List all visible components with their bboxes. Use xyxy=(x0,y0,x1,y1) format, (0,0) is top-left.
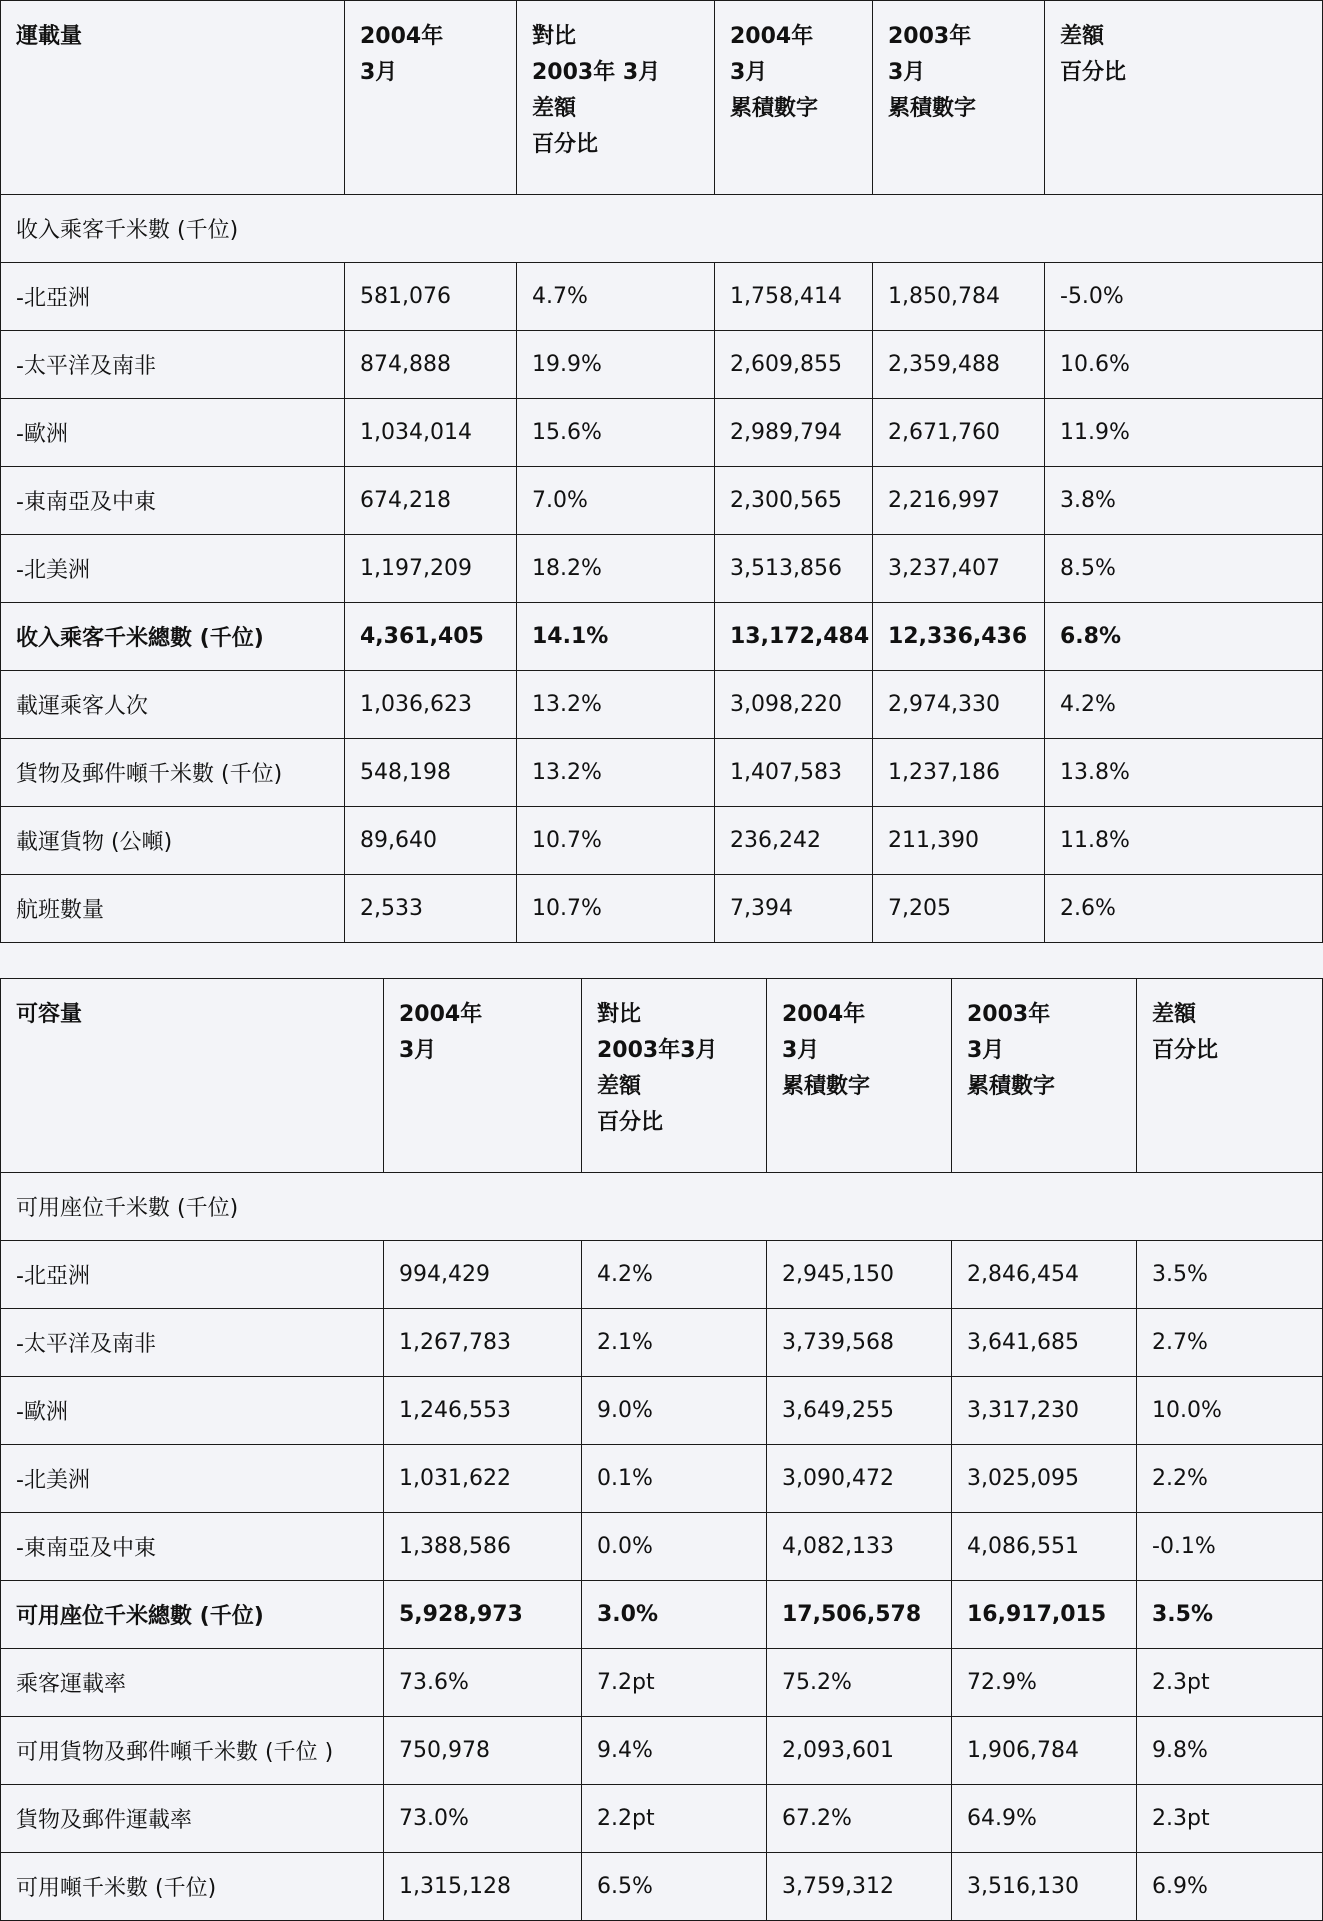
row-label: -北亞洲 xyxy=(1,263,345,331)
cell-value: 1,850,784 xyxy=(873,263,1045,331)
header-col4: 2003年 3月 累積數字 xyxy=(952,979,1137,1173)
cell-value: 211,390 xyxy=(873,807,1045,875)
header-col2: 對比 2003年 3月 差額 百分比 xyxy=(517,1,715,195)
cell-value: 1,388,586 xyxy=(384,1513,582,1581)
table-row xyxy=(1,467,1323,535)
traffic-header-row xyxy=(1,1,1323,195)
cell-value: 73.0% xyxy=(384,1785,582,1853)
table-row xyxy=(1,1785,1323,1853)
cell-value: 1,031,622 xyxy=(384,1445,582,1513)
cell-value: 6.8% xyxy=(1045,603,1323,671)
cell-value: 0.0% xyxy=(582,1513,767,1581)
cell-value: 2.2pt xyxy=(582,1785,767,1853)
table-row xyxy=(1,1649,1323,1717)
row-label: 貨物及郵件噸千米數 (千位) xyxy=(1,739,345,807)
cell-value: 1,267,783 xyxy=(384,1309,582,1377)
cell-value: 1,197,209 xyxy=(345,535,517,603)
cell-value: 19.9% xyxy=(517,331,715,399)
table-row xyxy=(1,331,1323,399)
cell-value: 4.2% xyxy=(1045,671,1323,739)
header-label: 可容量 xyxy=(1,979,384,1173)
cell-value: 1,246,553 xyxy=(384,1377,582,1445)
header-col1: 2004年 3月 xyxy=(345,1,517,195)
cell-value: 3.5% xyxy=(1137,1581,1323,1649)
cell-value: 7,205 xyxy=(873,875,1045,943)
table-row xyxy=(1,807,1323,875)
table-row xyxy=(1,1717,1323,1785)
table-row xyxy=(1,1853,1323,1921)
cell-value: 10.0% xyxy=(1137,1377,1323,1445)
cell-value: 75.2% xyxy=(767,1649,952,1717)
cell-value: 7,394 xyxy=(715,875,873,943)
cell-value: 3,098,220 xyxy=(715,671,873,739)
cell-value: 3,516,130 xyxy=(952,1853,1137,1921)
cell-value: 4.7% xyxy=(517,263,715,331)
row-label: -太平洋及南非 xyxy=(1,331,345,399)
cell-value: 2,300,565 xyxy=(715,467,873,535)
cell-value: 3.0% xyxy=(582,1581,767,1649)
cell-value: 9.4% xyxy=(582,1717,767,1785)
table-row xyxy=(1,399,1323,467)
cell-value: 4,361,405 xyxy=(345,603,517,671)
cell-value: 3,090,472 xyxy=(767,1445,952,1513)
row-label: 可用貨物及郵件噸千米數 (千位 ) xyxy=(1,1717,384,1785)
cell-value: 2,216,997 xyxy=(873,467,1045,535)
row-label: 可用噸千米數 (千位) xyxy=(1,1853,384,1921)
row-label: 載運乘客人次 xyxy=(1,671,345,739)
cell-value: 3.8% xyxy=(1045,467,1323,535)
cell-value: 994,429 xyxy=(384,1241,582,1309)
cell-value: 1,407,583 xyxy=(715,739,873,807)
row-label: -北美洲 xyxy=(1,1445,384,1513)
cell-value: 9.8% xyxy=(1137,1717,1323,1785)
traffic-table xyxy=(0,0,1323,943)
cell-value: 2,846,454 xyxy=(952,1241,1137,1309)
cell-value: 0.1% xyxy=(582,1445,767,1513)
cell-value: 7.0% xyxy=(517,467,715,535)
cell-value: 2,093,601 xyxy=(767,1717,952,1785)
header-col1: 2004年 3月 xyxy=(384,979,582,1173)
cell-value: 2,989,794 xyxy=(715,399,873,467)
cell-value: 674,218 xyxy=(345,467,517,535)
row-label: -東南亞及中東 xyxy=(1,467,345,535)
section-label: 收入乘客千米數 (千位) xyxy=(1,195,1323,263)
cell-value: 10.7% xyxy=(517,875,715,943)
row-label: 貨物及郵件運載率 xyxy=(1,1785,384,1853)
row-label: -北亞洲 xyxy=(1,1241,384,1309)
row-label: -東南亞及中東 xyxy=(1,1513,384,1581)
table-row xyxy=(1,875,1323,943)
capacity-header-row xyxy=(1,979,1323,1173)
cell-value: 1,237,186 xyxy=(873,739,1045,807)
cell-value: 13.8% xyxy=(1045,739,1323,807)
table-row xyxy=(1,1309,1323,1377)
section-label: 可用座位千米數 (千位) xyxy=(1,1173,1323,1241)
cell-value: 13.2% xyxy=(517,671,715,739)
cell-value: 64.9% xyxy=(952,1785,1137,1853)
table-row xyxy=(1,1241,1323,1309)
cell-value: 3.5% xyxy=(1137,1241,1323,1309)
row-label: 收入乘客千米總數 (千位) xyxy=(1,603,345,671)
cell-value: 4,086,551 xyxy=(952,1513,1137,1581)
header-col4: 2003年 3月 累積數字 xyxy=(873,1,1045,195)
cell-value: 17,506,578 xyxy=(767,1581,952,1649)
section-row xyxy=(1,1173,1323,1241)
cell-value: 750,978 xyxy=(384,1717,582,1785)
cell-value: 7.2pt xyxy=(582,1649,767,1717)
cell-value: 6.5% xyxy=(582,1853,767,1921)
cell-value: 2.2% xyxy=(1137,1445,1323,1513)
cell-value: 3,759,312 xyxy=(767,1853,952,1921)
header-col2: 對比 2003年3月 差額 百分比 xyxy=(582,979,767,1173)
cell-value: 67.2% xyxy=(767,1785,952,1853)
cell-value: 10.7% xyxy=(517,807,715,875)
table-row xyxy=(1,1581,1323,1649)
cell-value: 8.5% xyxy=(1045,535,1323,603)
cell-value: 236,242 xyxy=(715,807,873,875)
cell-value: 2,609,855 xyxy=(715,331,873,399)
cell-value: 2.3pt xyxy=(1137,1785,1323,1853)
capacity-table xyxy=(0,978,1323,1921)
table-row xyxy=(1,1377,1323,1445)
cell-value: 1,315,128 xyxy=(384,1853,582,1921)
cell-value: 2.3pt xyxy=(1137,1649,1323,1717)
header-col3: 2004年 3月 累積數字 xyxy=(715,1,873,195)
cell-value: 2.7% xyxy=(1137,1309,1323,1377)
cell-value: 9.0% xyxy=(582,1377,767,1445)
cell-value: 6.9% xyxy=(1137,1853,1323,1921)
cell-value: 3,025,095 xyxy=(952,1445,1137,1513)
cell-value: 89,640 xyxy=(345,807,517,875)
cell-value: 10.6% xyxy=(1045,331,1323,399)
cell-value: 3,641,685 xyxy=(952,1309,1137,1377)
row-label: 載運貨物 (公噸) xyxy=(1,807,345,875)
header-label: 運載量 xyxy=(1,1,345,195)
row-label: -歐洲 xyxy=(1,399,345,467)
table-row xyxy=(1,1513,1323,1581)
cell-value: 2,359,488 xyxy=(873,331,1045,399)
cell-value: 72.9% xyxy=(952,1649,1137,1717)
table-row xyxy=(1,1445,1323,1513)
row-label: -北美洲 xyxy=(1,535,345,603)
cell-value: 548,198 xyxy=(345,739,517,807)
cell-value: 3,317,230 xyxy=(952,1377,1137,1445)
table-row xyxy=(1,739,1323,807)
table-row xyxy=(1,671,1323,739)
cell-value: 1,906,784 xyxy=(952,1717,1137,1785)
cell-value: 11.8% xyxy=(1045,807,1323,875)
cell-value: 11.9% xyxy=(1045,399,1323,467)
cell-value: 3,513,856 xyxy=(715,535,873,603)
cell-value: 3,739,568 xyxy=(767,1309,952,1377)
cell-value: 3,237,407 xyxy=(873,535,1045,603)
cell-value: 4.2% xyxy=(582,1241,767,1309)
table-row xyxy=(1,263,1323,331)
header-col5: 差額 百分比 xyxy=(1045,1,1323,195)
cell-value: 2,533 xyxy=(345,875,517,943)
header-col3: 2004年 3月 累積數字 xyxy=(767,979,952,1173)
cell-value: 12,336,436 xyxy=(873,603,1045,671)
traffic-rows xyxy=(1,263,1323,943)
table-row xyxy=(1,535,1323,603)
cell-value: 13,172,484 xyxy=(715,603,873,671)
cell-value: 16,917,015 xyxy=(952,1581,1137,1649)
cell-value: 1,036,623 xyxy=(345,671,517,739)
cell-value: 581,076 xyxy=(345,263,517,331)
cell-value: 2.6% xyxy=(1045,875,1323,943)
cell-value: 1,034,014 xyxy=(345,399,517,467)
cell-value: 1,758,414 xyxy=(715,263,873,331)
row-label: 航班數量 xyxy=(1,875,345,943)
section-row xyxy=(1,195,1323,263)
cell-value: 13.2% xyxy=(517,739,715,807)
cell-value: 2.1% xyxy=(582,1309,767,1377)
cell-value: 14.1% xyxy=(517,603,715,671)
cell-value: 4,082,133 xyxy=(767,1513,952,1581)
cell-value: 15.6% xyxy=(517,399,715,467)
cell-value: 73.6% xyxy=(384,1649,582,1717)
cell-value: 5,928,973 xyxy=(384,1581,582,1649)
cell-value: -0.1% xyxy=(1137,1513,1323,1581)
capacity-rows xyxy=(1,1241,1323,1921)
cell-value: 2,974,330 xyxy=(873,671,1045,739)
cell-value: -5.0% xyxy=(1045,263,1323,331)
cell-value: 3,649,255 xyxy=(767,1377,952,1445)
row-label: -太平洋及南非 xyxy=(1,1309,384,1377)
table-row xyxy=(1,603,1323,671)
cell-value: 2,945,150 xyxy=(767,1241,952,1309)
cell-value: 874,888 xyxy=(345,331,517,399)
cell-value: 18.2% xyxy=(517,535,715,603)
row-label: -歐洲 xyxy=(1,1377,384,1445)
cell-value: 2,671,760 xyxy=(873,399,1045,467)
header-col5: 差額 百分比 xyxy=(1137,979,1323,1173)
row-label: 可用座位千米總數 (千位) xyxy=(1,1581,384,1649)
row-label: 乘客運載率 xyxy=(1,1649,384,1717)
